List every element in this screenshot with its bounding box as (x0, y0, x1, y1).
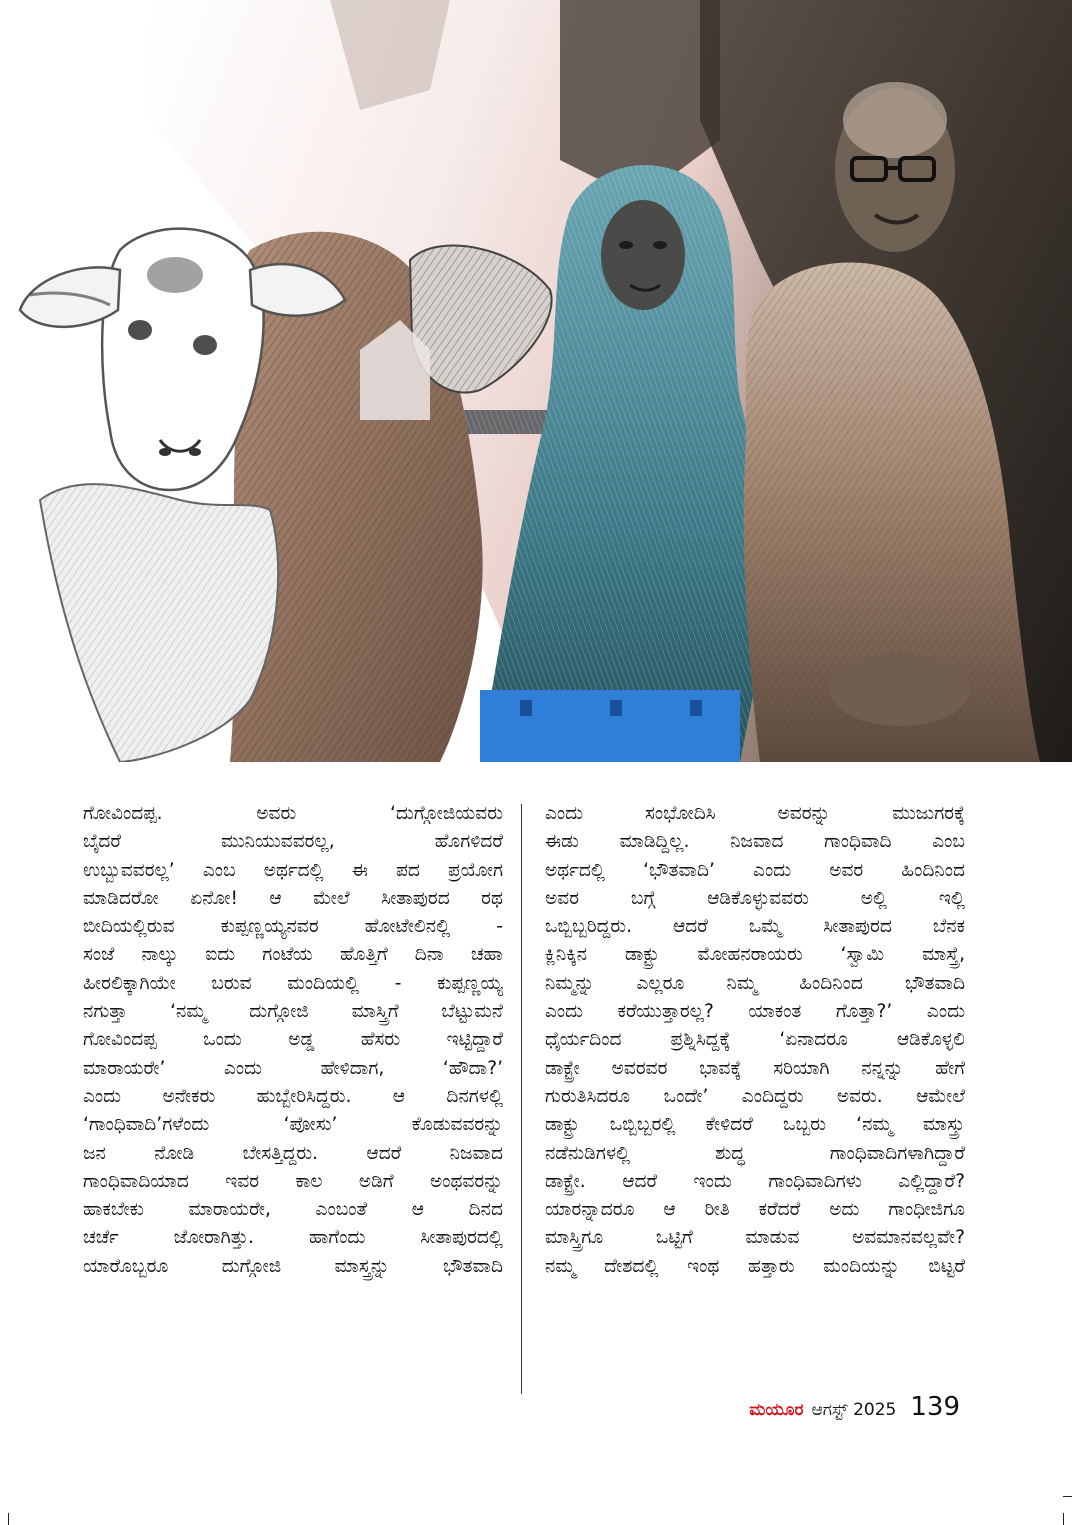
text-line: ಧೈರ್ಯದಿಂದ ಪ್ರಶ್ನಿಸಿದ್ದಕ್ಕೆ ‘ಏನಾದರೂ ಆಡಿಕೊಳ್ಳಲಿ (545, 1029, 965, 1051)
article-column-left (83, 800, 503, 1281)
text-line: ಮಾಸ್ತ್ರಿಗೂ ಒಟ್ಟಿಗೆ ಮಾಡುವ ಅವಮಾನವಲ್ಲವೇ? (545, 1227, 965, 1249)
text-line: ಗಾಂಧಿವಾದಿಯಾದ ಇವರ ಕಾಲ ಅಡಿಗೆ ಅಂಥವರನ್ನು (83, 1170, 503, 1192)
text-line: ಅರ್ಥದಲ್ಲಿ ‘ಭೌತವಾದಿ’ ಎಂದು ಅವರ ಹಿಂದಿನಿಂದ (545, 859, 965, 881)
issue-date: ಆಗಸ್ಟ್ 2025 (811, 1400, 897, 1420)
text-line: ಸಂಜೆ ನಾಲ್ಕು ಐದು ಗಂಟೆಯ ಹೊತ್ತಿಗೆ ದಿನಾ ಚಹಾ (83, 944, 503, 966)
magazine-brand: ಮಯೂರ (749, 1400, 804, 1420)
text-line: ಕ್ಲಿನಿಕ್ಕಿನ ಡಾಕ್ಟ್ರು ಮೋಹನರಾಯರು ‘ಸ್ವಾಮಿ ಮಾಸ್ತ್ರೆ, (545, 944, 965, 966)
text-line: ಗುರುತಿಸಿದರೂ ಒಂದೇ’ ಎಂದಿದ್ದರು ಅವರು. ಆಮೇಲೆ (545, 1085, 965, 1107)
text-line: ಎಂದು ಸಂಭೋದಿಸಿ ಅವರನ್ನು ಮುಜುಗರಕ್ಕೆ (545, 803, 965, 824)
text-line: ‘ಗಾಂಧಿವಾದಿ’ಗಳೆಂದು ‘ಪೋಸು’ ಕೊಡುವವರನ್ನು (83, 1114, 503, 1136)
illustration (0, 0, 1072, 762)
text-line: ಗೋವಿಂದಪ್ಪ. ಅವರು ‘ದುಗ್ಗೋಜಿಯವರು (83, 803, 503, 824)
text-line: ಈಡು ಮಾಡಿದ್ದಿಲ್ಲ. ನಿಜವಾದ ಗಾಂಧಿವಾದಿ ಎಂಬ (545, 831, 965, 853)
text-line: ಒಬ್ಬಿಬ್ಬರಿದ್ದರು. ಆದರೆ ಒಮ್ಮೆ ಸೀತಾಪುರದ ಬೆನಕ (545, 916, 965, 938)
text-line: ನಡೆನುಡಿಗಳಲ್ಲಿ ಶುದ್ಧ ಗಾಂಧಿವಾದಿಗಳಾಗಿದ್ದಾರೆ (545, 1142, 965, 1164)
text-line: ಡಾಕ್ಟ್ರೇ. ಆದರೆ ಇಂದು ಗಾಂಧಿವಾದಿಗಳು ಎಲ್ಲಿದ್ದಾರೆ? (545, 1170, 965, 1192)
text-line: ಯಾರೊಬ್ಬರೂ ದುಗ್ಗೋಜಿ ಮಾಸ್ತ್ರನ್ನು ಭೌತವಾದಿ (83, 1255, 503, 1277)
text-line: ಯಾರನ್ನಾದರೂ ಆ ರೀತಿ ಕರೆದರೆ ಅದು ಗಾಂಧೀಜಿಗೂ (545, 1199, 965, 1221)
page-footer (749, 1392, 960, 1432)
crop-mark (1063, 1513, 1064, 1525)
painting-woman-old-man-cow-icon (0, 0, 1072, 762)
text-line: ನಗುತ್ತಾ ‘ನಮ್ಮ ದುಗ್ಗೋಜಿ ಮಾಸ್ತ್ರಿಗೆ ಬೆಟ್ಟುಮನೆ (83, 1001, 503, 1023)
text-line: ಗೋವಿಂದಪ್ಪ ಒಂದು ಅಡ್ಡ ಹೆಸರು ಇಟ್ಟಿದ್ದಾರೆ (83, 1029, 503, 1051)
text-line: ಎಂದು ಕರೆಯುತ್ತಾರಲ್ಲ? ಯಾಕಂತ ಗೊತ್ತಾ?’ ಎಂದು (545, 1001, 965, 1023)
page-number: 139 (910, 1392, 960, 1422)
text-line: ಚರ್ಚೆ ಜೋರಾಗಿತ್ತು. ಹಾಗೆಂದು ಸೀತಾಪುರದಲ್ಲಿ (83, 1227, 503, 1249)
column-divider (521, 804, 522, 1394)
crop-mark (8, 1513, 9, 1525)
text-line: ಡಾಕ್ಟ್ರು ಒಬ್ಬಿಬ್ಬರಲ್ಲಿ ಕೇಳಿದರೆ ಒಬ್ಬರು ‘ನಮ್ಮ ಮಾಸ್ತ್ರು (545, 1114, 965, 1136)
crop-mark (1063, 1496, 1072, 1497)
article-column-right (545, 800, 965, 1281)
text-line: ನಿಮ್ಮನ್ನು ಎಲ್ಲರೂ ನಿಮ್ಮ ಹಿಂದಿನಿಂದ ಭೌತವಾದಿ (545, 972, 965, 994)
text-line: ಎಂದು ಅನೇಕರು ಹುಬ್ಬೇರಿಸಿದ್ದರು. ಆ ದಿನಗಳಲ್ಲಿ (83, 1085, 503, 1107)
text-line: ನಮ್ಮ ದೇಶದಲ್ಲಿ ಇಂಥ ಹತ್ತಾರು ಮಂದಿಯನ್ನು ಬಿಟ್ಟರೆ (545, 1255, 965, 1277)
text-line: ಜನ ನೋಡಿ ಬೇಸತ್ತಿದ್ದರು. ಆದರೆ ನಿಜವಾದ (83, 1142, 503, 1164)
text-line: ಅವರ ಬಗ್ಗೆ ಆಡಿಕೊಳ್ಳುವವರು ಅಲ್ಲಿ ಇಲ್ಲಿ (545, 887, 965, 909)
text-line: ಮಾರಾಯರೇ’ ಎಂದು ಹೇಳಿದಾಗ, ‘ಹೌದಾ?’ (83, 1057, 503, 1079)
text-line: ಹಾಕಬೇಕು ಮಾರಾಯರೇ, ಎಂಬಂತೆ ಆ ದಿನದ (83, 1199, 503, 1221)
text-line: ಉಬ್ಬುವವರಲ್ಲ’ ಎಂಬ ಅರ್ಥದಲ್ಲಿ ಈ ಪದ ಪ್ರಯೋಗ (83, 859, 503, 881)
text-line: ಮಾಡಿದರೋ ಏನೋ! ಆ ಮೇಲೆ ಸೀತಾಪುರದ ರಥ (83, 887, 503, 909)
text-line: ಬೈದರೆ ಮುನಿಯುವವರಲ್ಲ, ಹೊಗಳಿದರೆ (83, 831, 503, 853)
text-line: ಹೀರಲಿಕ್ಕಾಗಿಯೇ ಬರುವ ಮಂದಿಯಲ್ಲಿ - ಕುಪ್ಪಣ್ಣಯ್ಯ (83, 972, 503, 994)
text-line: ಡಾಕ್ಟ್ರೇ ಅವರವರ ಭಾವಕ್ಕೆ ಸರಿಯಾಗಿ ನನ್ನನ್ನು ಹೇಗೆ (545, 1057, 965, 1079)
text-line: ಬೀದಿಯಲ್ಲಿರುವ ಕುಪ್ಪಣ್ಣಯ್ಯನವರ ಹೋಟೇಲಿನಲ್ಲಿ - (83, 916, 503, 938)
